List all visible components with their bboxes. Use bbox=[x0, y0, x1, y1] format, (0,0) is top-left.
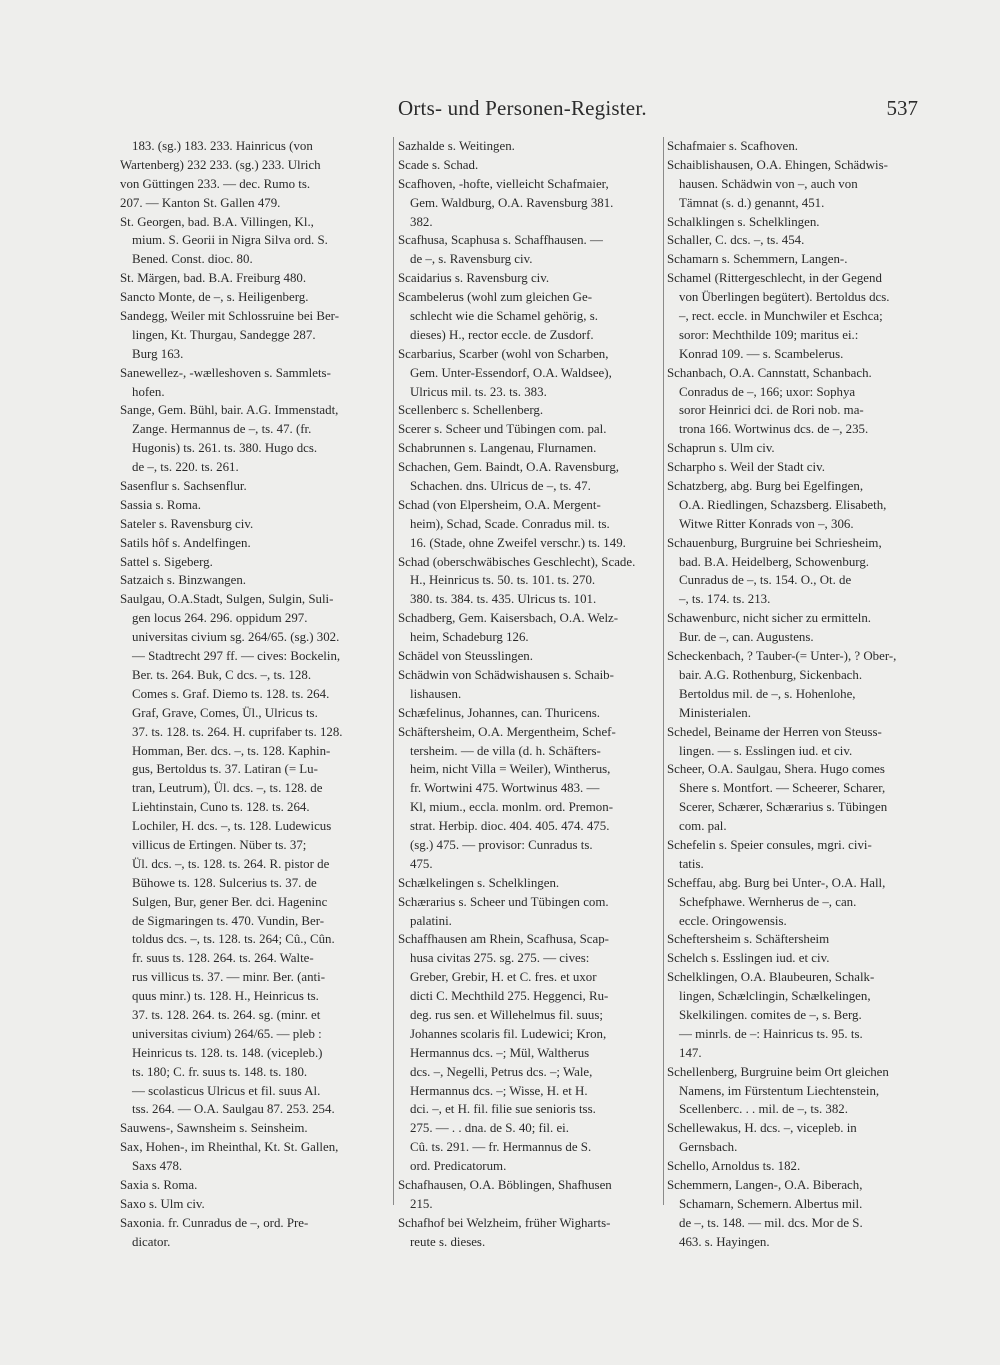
entry-continuation-line: 37. ts. 128. ts. 264. H. cuprifaber ts. 128. bbox=[132, 724, 343, 739]
entry-headword-line: Scafhoven, -hofte, vielleicht Schafmaier, bbox=[398, 176, 609, 191]
entry-headword-line: Saulgau, O.A.Stadt, Sulgen, Sulgin, Suli- bbox=[120, 592, 334, 607]
entry-continuation-line: de –, ts. 148. — mil. dcs. Mor de S. bbox=[679, 1215, 863, 1230]
entry-continuation-line: Lochiler, H. dcs. –, ts. 128. Ludewicus bbox=[132, 819, 332, 834]
entry-headword-line: Schanbach, O.A. Cannstatt, Schanbach. bbox=[667, 365, 872, 380]
entry-continuation-line: 183. (sg.) 183. 233. Hainricus (von bbox=[132, 139, 313, 153]
entry-continuation-line: Skelkilingen. comites de –, s. Berg. bbox=[679, 1007, 862, 1022]
entry-headword-line: Schaprun s. Ulm civ. bbox=[667, 441, 775, 456]
entry-headword-line: Sasenflur s. Sachsenflur. bbox=[120, 479, 247, 494]
entry-continuation-line: Heinricus ts. 128. ts. 148. (vicepleb.) bbox=[132, 1045, 323, 1060]
entry-continuation-line: dcs. –, Negelli, Petrus dcs. –; Wale, bbox=[410, 1064, 593, 1079]
entry-continuation-line: fr. Wortwini 475. Wortwinus 483. — bbox=[410, 781, 600, 796]
entry-continuation-line: (sg.) 475. — provisor: Cunradus ts. bbox=[410, 837, 593, 852]
column-divider bbox=[663, 137, 664, 1205]
entry-continuation-line: villicus de Ertingen. Nüber ts. 37; bbox=[132, 837, 307, 852]
entry-continuation-line: Scellenberc. . . mil. de –, ts. 382. bbox=[679, 1102, 848, 1117]
entry-headword-line: Sateler s. Ravensburg civ. bbox=[120, 516, 254, 531]
entry-continuation-line: strat. Herbip. dioc. 404. 405. 474. 475. bbox=[410, 819, 610, 834]
entry-headword-line: Sazhalde s. Weitingen. bbox=[398, 139, 515, 153]
entry-continuation-line: eccle. Oringowensis. bbox=[679, 913, 787, 928]
entry-continuation-line: heim), Schad, Scade. Conradus mil. ts. bbox=[410, 516, 610, 531]
entry-continuation-line: Saxs 478. bbox=[132, 1159, 183, 1174]
entry-headword-line: von Güttingen 233. — dec. Rumo ts. bbox=[120, 176, 311, 191]
entry-continuation-line: Burg 163. bbox=[132, 346, 184, 361]
entry-continuation-line: Hermannus dcs. –; Wisse, H. et H. bbox=[410, 1083, 588, 1098]
entry-continuation-line: 463. s. Hayingen. bbox=[679, 1234, 770, 1249]
entry-continuation-line: lishausen. bbox=[410, 686, 462, 701]
entry-headword-line: Scheftersheim s. Schäftersheim bbox=[667, 932, 830, 947]
entry-continuation-line: fr. suus ts. 128. 264. ts. 264. Walte- bbox=[132, 951, 314, 966]
entry-continuation-line: Gem. Unter-Essendorf, O.A. Waldsee), bbox=[410, 365, 612, 380]
entry-continuation-line: 380. ts. 384. ts. 435. Ulricus ts. 101. bbox=[410, 592, 597, 607]
entry-continuation-line: — minrls. de –: Hainricus ts. 95. ts. bbox=[679, 1026, 863, 1041]
entry-continuation-line: Konrad 109. — s. Scambelerus. bbox=[679, 346, 844, 361]
entry-continuation-line: Hugonis) ts. 261. ts. 380. Hugo dcs. bbox=[132, 441, 318, 456]
entry-continuation-line: deg. rus sen. et Willehelmus fil. suus; bbox=[410, 1007, 603, 1022]
running-head: Orts- und Personen-Register. bbox=[398, 96, 647, 120]
entry-continuation-line: hofen. bbox=[132, 384, 165, 399]
entry-continuation-line: — Stadtrecht 297 ff. — cives: Bockelin, bbox=[132, 649, 341, 664]
entry-continuation-line: Homman, Ber. dcs. –, ts. 128. Kaphin- bbox=[132, 743, 331, 758]
entry-continuation-line: de –, s. Ravensburg civ. bbox=[410, 252, 533, 267]
entry-continuation-line: Gem. Waldburg, O.A. Ravensburg 381. bbox=[410, 195, 614, 210]
entry-headword-line: Sattel s. Sigeberg. bbox=[120, 554, 213, 569]
entry-headword-line: Schellewakus, H. dcs. –, vicepleb. in bbox=[667, 1121, 857, 1136]
entry-headword-line: Scambelerus (wohl zum gleichen Ge- bbox=[398, 290, 593, 305]
entry-continuation-line: schlecht wie die Schamel gehörig, s. bbox=[410, 309, 598, 324]
entry-continuation-line: mium. S. Georii in Nigra Silva ord. S. bbox=[132, 233, 328, 248]
entry-continuation-line: Tämnat (s. d.) genannt, 451. bbox=[679, 195, 825, 210]
entry-continuation-line: hausen. Schädwin von –, auch von bbox=[679, 176, 858, 191]
entry-continuation-line: heim, Schadeburg 126. bbox=[410, 630, 529, 645]
entry-headword-line: Scheffau, abg. Burg bei Unter-, O.A. Hall, bbox=[667, 875, 886, 890]
entry-continuation-line: Ulricus mil. ts. 23. ts. 383. bbox=[410, 384, 547, 399]
entry-continuation-line: universitas civium) 264/65. — pleb : bbox=[132, 1026, 322, 1041]
entry-continuation-line: Bühowe ts. 128. Sulcerius ts. 37. de bbox=[132, 875, 317, 890]
entry-continuation-line: Kl, mium., eccla. monlm. ord. Premon- bbox=[410, 800, 613, 815]
entry-continuation-line: quus minr.) ts. 128. H., Heinricus ts. bbox=[132, 989, 319, 1004]
entry-continuation-line: 382. bbox=[410, 214, 433, 229]
entry-continuation-line: tss. 264. — O.A. Saulgau 87. 253. 254. bbox=[132, 1102, 335, 1117]
index-column-3 bbox=[667, 137, 935, 1252]
entry-headword-line: Scafhusa, Scaphusa s. Schaffhausen. — bbox=[398, 233, 603, 248]
entry-continuation-line: Bur. de –, can. Augustens. bbox=[679, 630, 814, 645]
entry-headword-line: Schefelin s. Speier consules, mgri. civi- bbox=[667, 837, 872, 852]
entry-continuation-line: tran, Leutrum), Ül. dcs. –, ts. 128. de bbox=[132, 781, 323, 796]
entry-continuation-line: Zange. Hermannus de –, ts. 47. (fr. bbox=[132, 422, 312, 437]
entry-headword-line: Schelch s. Esslingen iud. et civ. bbox=[667, 951, 830, 966]
entry-continuation-line: lingen, Kt. Thurgau, Sandegge 287. bbox=[132, 327, 316, 342]
entry-headword-line: Sax, Hohen-, im Rheinthal, Kt. St. Gallen, bbox=[120, 1140, 339, 1155]
entry-headword-line: Schæfelinus, Johannes, can. Thuricens. bbox=[398, 705, 601, 720]
entry-continuation-line: Ministerialen. bbox=[679, 705, 751, 720]
entry-headword-line: Schafmaier s. Scafhoven. bbox=[667, 139, 799, 153]
entry-continuation-line: Greber, Grebir, H. et C. fres. et uxor bbox=[410, 970, 597, 985]
entry-headword-line: Schädel von Steusslingen. bbox=[398, 649, 533, 664]
entry-continuation-line: dieses) H., rector eccle. de Zusdorf. bbox=[410, 327, 594, 342]
entry-continuation-line: palatini. bbox=[410, 913, 452, 928]
entry-headword-line: Schedel, Beiname der Herren von Steuss- bbox=[667, 724, 882, 739]
entry-continuation-line: Namens, im Fürstentum Liechtenstein, bbox=[679, 1083, 880, 1098]
entry-headword-line: Schaiblishausen, O.A. Ehingen, Schädwis- bbox=[667, 157, 888, 172]
entry-continuation-line: Conradus de –, 166; uxor: Sophya bbox=[679, 384, 856, 399]
entry-continuation-line: von Überlingen begütert). Bertoldus dcs. bbox=[679, 290, 890, 305]
entry-continuation-line: Cunradus de –, ts. 154. O., Ot. de bbox=[679, 573, 852, 588]
entry-headword-line: Saxonia. fr. Cunradus de –, ord. Pre- bbox=[120, 1215, 309, 1230]
entry-continuation-line: ts. 180; C. fr. suus ts. 148. ts. 180. bbox=[132, 1064, 308, 1079]
entry-continuation-line: lingen, Schælclingin, Schælkelingen, bbox=[679, 989, 871, 1004]
entry-continuation-line: 215. bbox=[410, 1196, 433, 1211]
entry-headword-line: Scellenberc s. Schellenberg. bbox=[398, 403, 544, 418]
entry-headword-line: Schalklingen s. Schelklingen. bbox=[667, 214, 820, 229]
entry-continuation-line: Schachen. dns. Ulricus de –, ts. 47. bbox=[410, 479, 591, 494]
entry-continuation-line: 37. ts. 128. 264. ts. 264. sg. (minr. et bbox=[132, 1007, 321, 1022]
entry-headword-line: Schad (von Elpersheim, O.A. Mergent- bbox=[398, 497, 601, 512]
entry-continuation-line: Ül. dcs. –, ts. 128. ts. 264. R. pistor de bbox=[132, 856, 330, 871]
entry-continuation-line: Graf, Grave, Comes, Ül., Ulricus ts. bbox=[132, 705, 318, 720]
entry-headword-line: St. Märgen, bad. B.A. Freiburg 480. bbox=[120, 271, 307, 286]
entry-continuation-line: 16. (Stade, ohne Zweifel verschr.) ts. 149. bbox=[410, 535, 626, 550]
entry-headword-line: Schamarn s. Schemmern, Langen-. bbox=[667, 252, 848, 267]
entry-headword-line: Scheer, O.A. Saulgau, Shera. Hugo comes bbox=[667, 762, 885, 777]
entry-continuation-line: de –, ts. 220. ts. 261. bbox=[132, 460, 239, 475]
entry-headword-line: Satils hôf s. Andelfingen. bbox=[120, 535, 251, 550]
entry-continuation-line: Cû. ts. 291. — fr. Hermannus de S. bbox=[410, 1140, 592, 1155]
entry-continuation-line: bad. B.A. Heidelberg, Schowenburg. bbox=[679, 554, 869, 569]
entry-headword-line: Wartenberg) 232 233. (sg.) 233. Ulrich bbox=[120, 157, 321, 172]
entry-continuation-line: 147. bbox=[679, 1045, 702, 1060]
entry-headword-line: Schaffhausen am Rhein, Scafhusa, Scap- bbox=[398, 932, 609, 947]
entry-headword-line: Scheckenbach, ? Tauber-(= Unter-), ? Ober-, bbox=[667, 649, 897, 664]
entry-continuation-line: Johannes scolaris fil. Ludewici; Kron, bbox=[410, 1026, 607, 1041]
entry-continuation-line: dicator. bbox=[132, 1234, 171, 1249]
entry-continuation-line: ord. Predicatorum. bbox=[410, 1159, 507, 1174]
entry-continuation-line: toldus dcs. –, ts. 128. ts. 264; Cû., Cûn. bbox=[132, 932, 335, 947]
entry-continuation-line: Sulgen, Bur, gener Ber. dci. Hageninc bbox=[132, 894, 328, 909]
entry-continuation-line: O.A. Riedlingen, Schazsberg. Elisabeth, bbox=[679, 497, 887, 512]
entry-headword-line: Schadberg, Gem. Kaisersbach, O.A. Welz- bbox=[398, 611, 619, 626]
entry-continuation-line: Ber. ts. 264. Buk, C dcs. –, ts. 128. bbox=[132, 667, 312, 682]
entry-headword-line: St. Georgen, bad. B.A. Villingen, Kl., bbox=[120, 214, 314, 229]
entry-continuation-line: reute s. dieses. bbox=[410, 1234, 486, 1249]
entry-headword-line: Schello, Arnoldus ts. 182. bbox=[667, 1159, 801, 1174]
entry-continuation-line: gen locus 264. 296. oppidum 297. bbox=[132, 611, 308, 626]
entry-headword-line: 207. — Kanton St. Gallen 479. bbox=[120, 195, 281, 210]
entry-headword-line: Schawenburc, nicht sicher zu ermitteln. bbox=[667, 611, 872, 626]
entry-continuation-line: Schamarn, Schemern. Albertus mil. bbox=[679, 1196, 863, 1211]
entry-headword-line: Schad (oberschwäbisches Geschlecht), Scade. bbox=[398, 554, 636, 569]
entry-continuation-line: Schefphawe. Wernherus de –, can. bbox=[679, 894, 857, 909]
entry-headword-line: Schelklingen, O.A. Blaubeuren, Schalk- bbox=[667, 970, 875, 985]
entry-headword-line: Schellenberg, Burgruine beim Ort gleichen bbox=[667, 1064, 889, 1079]
entry-continuation-line: 475. bbox=[410, 856, 433, 871]
entry-continuation-line: soror: Mechthilde 109; maritus ei.: bbox=[679, 327, 859, 342]
entry-continuation-line: –, ts. 174. ts. 213. bbox=[679, 592, 771, 607]
entry-continuation-line: H., Heinricus ts. 50. ts. 101. ts. 270. bbox=[410, 573, 596, 588]
entry-headword-line: Schafhausen, O.A. Böblingen, Shafhusen bbox=[398, 1177, 612, 1192]
entry-continuation-line: husa civitas 275. sg. 275. — cives: bbox=[410, 951, 590, 966]
entry-headword-line: Schafhof bei Welzheim, früher Wigharts- bbox=[398, 1215, 611, 1230]
entry-continuation-line: de Sigmaringen ts. 470. Vundin, Ber- bbox=[132, 913, 325, 928]
entry-headword-line: Schaller, C. dcs. –, ts. 454. bbox=[667, 233, 805, 248]
entry-continuation-line: soror Heinrici dci. de Rori nob. ma- bbox=[679, 403, 864, 418]
entry-headword-line: Sange, Gem. Bühl, bair. A.G. Immenstadt, bbox=[120, 403, 339, 418]
entry-continuation-line: dci. –, et H. fil. filie sue senioris tss. bbox=[410, 1102, 596, 1117]
entry-continuation-line: 275. — . . dna. de S. 40; fil. ei. bbox=[410, 1121, 569, 1136]
entry-continuation-line: bair. A.G. Rothenburg, Sickenbach. bbox=[679, 667, 863, 682]
entry-continuation-line: rus villicus ts. 37. — minr. Ber. (anti- bbox=[132, 970, 325, 985]
entry-continuation-line: –, rect. eccle. in Munchwiler et Eschca; bbox=[679, 309, 883, 324]
entry-headword-line: Saxo s. Ulm civ. bbox=[120, 1196, 205, 1211]
entry-continuation-line: Hermannus dcs. –; Mül, Waltherus bbox=[410, 1045, 590, 1060]
entry-continuation-line: Liehtinstain, Cuno ts. 128. ts. 264. bbox=[132, 800, 310, 815]
entry-headword-line: Schabrunnen s. Langenau, Flurnamen. bbox=[398, 441, 597, 456]
index-column-2 bbox=[398, 137, 660, 1252]
entry-headword-line: Schäftersheim, O.A. Mergentheim, Schef- bbox=[398, 724, 616, 739]
entry-headword-line: Scharpho s. Weil der Stadt civ. bbox=[667, 460, 825, 475]
entry-continuation-line: heim, nicht Villa = Weiler), Wintherus, bbox=[410, 762, 611, 777]
entry-headword-line: Saxia s. Roma. bbox=[120, 1177, 198, 1192]
entry-continuation-line: tersheim. — de villa (d. h. Schäfters- bbox=[410, 743, 601, 758]
entry-continuation-line: Bertoldus mil. de –, s. Hohenlohe, bbox=[679, 686, 856, 701]
entry-continuation-line: — scolasticus Ulricus et fil. suus Al. bbox=[132, 1083, 321, 1098]
entry-headword-line: Scaidarius s. Ravensburg civ. bbox=[398, 271, 550, 286]
entry-continuation-line: Bened. Const. dioc. 80. bbox=[132, 252, 253, 267]
entry-continuation-line: trona 166. Wortwinus dcs. de –, 235. bbox=[679, 422, 869, 437]
entry-headword-line: Sancto Monte, de –, s. Heiligenberg. bbox=[120, 290, 309, 305]
entry-headword-line: Schælkelingen s. Schelklingen. bbox=[398, 875, 560, 890]
entry-headword-line: Schachen, Gem. Baindt, O.A. Ravensburg, bbox=[398, 460, 620, 475]
entry-continuation-line: dicti C. Mechthild 275. Heggenci, Ru- bbox=[410, 989, 609, 1004]
entry-headword-line: Scerer s. Scheer und Tübingen com. pal. bbox=[398, 422, 607, 437]
entry-continuation-line: universitas civium sg. 264/65. (sg.) 302. bbox=[132, 630, 340, 645]
entry-headword-line: Sassia s. Roma. bbox=[120, 497, 201, 512]
page-header bbox=[0, 96, 1000, 126]
index-column-1 bbox=[120, 137, 388, 1252]
entry-headword-line: Schauenburg, Burgruine bei Schriesheim, bbox=[667, 535, 882, 550]
entry-headword-line: Sanewellez-, -wælleshoven s. Sammlets- bbox=[120, 365, 331, 380]
entry-headword-line: Schamel (Rittergeschlecht, in der Gegend bbox=[667, 271, 882, 286]
entry-headword-line: Sandegg, Weiler mit Schlossruine bei Ber- bbox=[120, 309, 339, 324]
entry-headword-line: Schatzberg, abg. Burg bei Egelfingen, bbox=[667, 479, 864, 494]
entry-headword-line: Scarbarius, Scarber (wohl von Scharben, bbox=[398, 346, 609, 361]
entry-continuation-line: Gernsbach. bbox=[679, 1140, 738, 1155]
entry-headword-line: Schemmern, Langen-, O.A. Biberach, bbox=[667, 1177, 863, 1192]
entry-headword-line: Satzaich s. Binzwangen. bbox=[120, 573, 247, 588]
page-number: 537 bbox=[886, 96, 918, 120]
entry-headword-line: Schädwin von Schädwishausen s. Schaib- bbox=[398, 667, 614, 682]
entry-continuation-line: com. pal. bbox=[679, 819, 727, 834]
entry-continuation-line: Scerer, Schærer, Schærarius s. Tübingen bbox=[679, 800, 888, 815]
column-divider bbox=[393, 137, 394, 1205]
entry-continuation-line: tatis. bbox=[679, 856, 704, 871]
entry-continuation-line: lingen. — s. Esslingen iud. et civ. bbox=[679, 743, 853, 758]
entry-continuation-line: gus, Bertoldus ts. 37. Latiran (= Lu- bbox=[132, 762, 318, 777]
entry-continuation-line: Witwe Ritter Konrads von –, 306. bbox=[679, 516, 854, 531]
entry-continuation-line: Shere s. Montfort. — Scheerer, Scharer, bbox=[679, 781, 886, 796]
entry-headword-line: Schærarius s. Scheer und Tübingen com. bbox=[398, 894, 609, 909]
entry-headword-line: Scade s. Schad. bbox=[398, 157, 479, 172]
entry-continuation-line: Comes s. Graf. Diemo ts. 128. ts. 264. bbox=[132, 686, 330, 701]
entry-headword-line: Sauwens-, Sawnsheim s. Seinsheim. bbox=[120, 1121, 308, 1136]
